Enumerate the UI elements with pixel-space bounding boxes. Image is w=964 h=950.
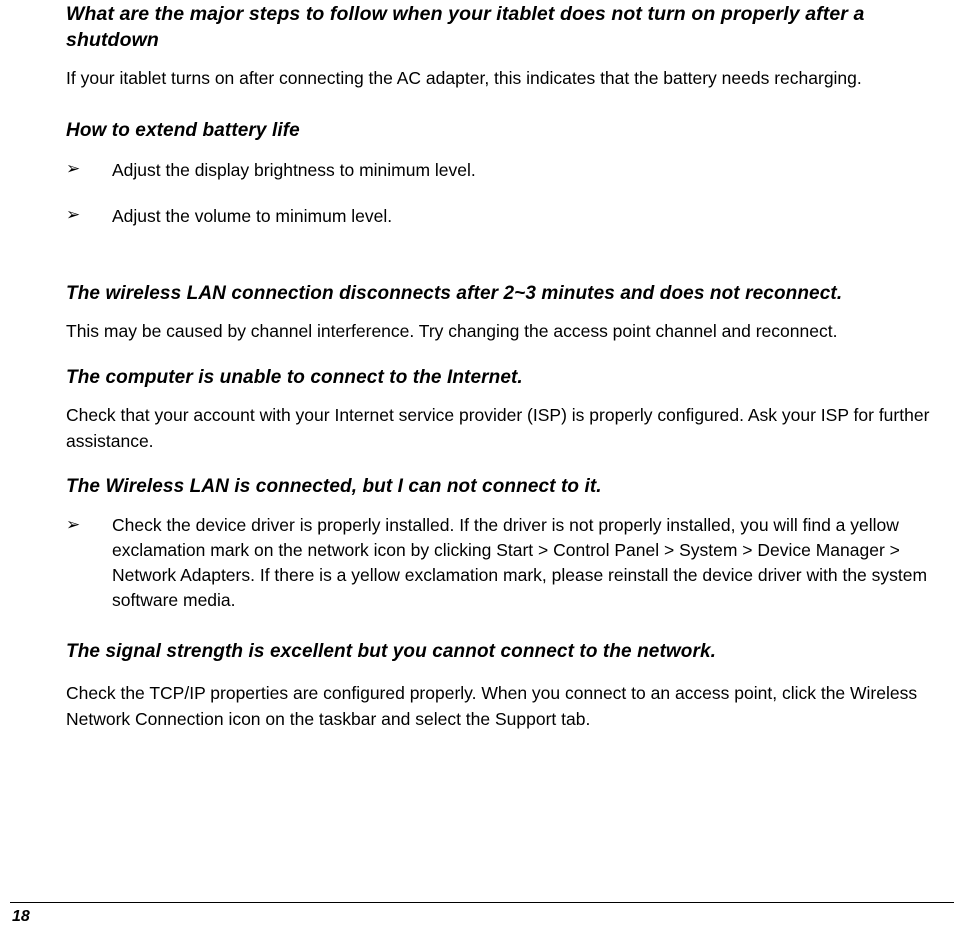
- arrow-bullet-icon: ➢: [66, 158, 81, 179]
- list-item: [66, 157, 950, 183]
- section-body-wlan-disconnect: This may be caused by channel interference. Try changing the access point channel and reconnect.: [66, 321, 838, 342]
- page-number: 18: [12, 908, 30, 925]
- section-body-signal-strength: Check the TCP/IP properties are configured properly. When you connect to an access point, click the Wireless Network Connection icon on the taskbar and select the Support tab.: [66, 682, 918, 729]
- section-heading-no-internet: The computer is unable to connect to the Internet.: [66, 366, 523, 388]
- section-heading-turn-on: What are the major steps to follow when your itablet does not turn on properly after a shutdown: [66, 3, 865, 51]
- footer-divider: [10, 902, 954, 903]
- section-heading-battery-life: How to extend battery life: [66, 119, 300, 141]
- section-heading-wlan-connected: The Wireless LAN is connected, but I can not connect to it.: [66, 476, 602, 498]
- list-item-label: Adjust the volume to minimum level.: [112, 206, 393, 227]
- section-body-turn-on: If your itablet turns on after connecting the AC adapter, this indicates that the battery needs recharging.: [66, 68, 862, 89]
- list-item-label: Adjust the display brightness to minimum level.: [112, 159, 476, 180]
- list-item-label: Check the device driver is properly installed. If the driver is not properly installed, you will find a yellow exclamation mark on the network icon by clicking Start > Control Panel > System > Device Manager > Network Adapters. If there is a yellow exclamation mark, please reinstall the device driver with the system software media.: [112, 515, 928, 610]
- page-footer: [0, 902, 964, 950]
- section-body-no-internet: Check that your account with your Internet service provider (ISP) is properly configured. Ask your ISP for further assistance.: [66, 404, 930, 451]
- list-item: [66, 203, 950, 229]
- section-heading-wlan-disconnect: The wireless LAN connection disconnects after 2~3 minutes and does not reconnect.: [66, 283, 843, 305]
- arrow-bullet-icon: ➢: [66, 205, 81, 226]
- arrow-bullet-icon: ➢: [66, 515, 81, 536]
- list-item: [66, 513, 950, 612]
- section-heading-signal-strength: The signal strength is excellent but you cannot connect to the network.: [66, 640, 717, 662]
